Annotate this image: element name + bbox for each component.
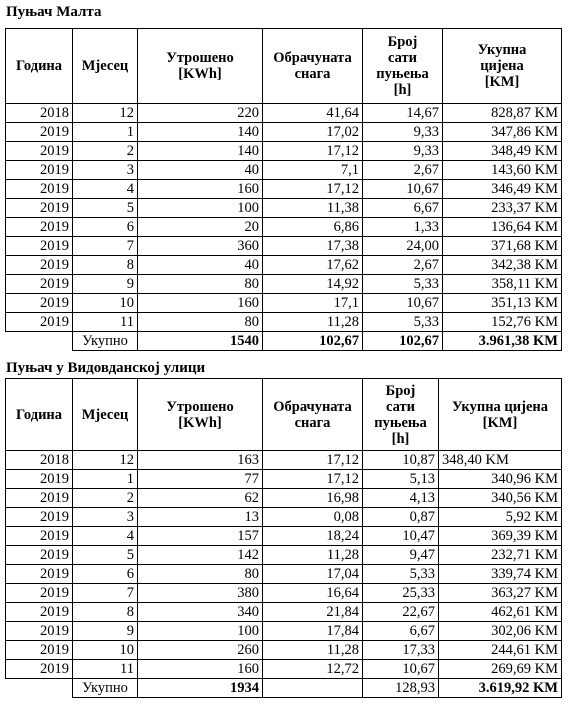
cell-year: 2019 <box>6 584 73 603</box>
table-row <box>6 294 562 313</box>
col-header-consumed: Утрошено [KWh] <box>138 379 263 451</box>
cell-month: 4 <box>73 527 138 546</box>
section1-header-row <box>6 29 562 104</box>
cell-power: 11,28 <box>263 313 363 332</box>
cell-year: 2019 <box>6 489 73 508</box>
cell-power: 17,12 <box>263 470 363 489</box>
col-header-price: Укупна цијена [KM] <box>443 29 562 104</box>
col-header-year: Година <box>6 379 73 451</box>
cell-price: 339,74 KM <box>439 565 562 584</box>
cell-year: 2019 <box>6 313 73 332</box>
col-header-hours: Број сати пуњења [h] <box>363 379 439 451</box>
cell-power: 17,12 <box>263 142 363 161</box>
table-row <box>6 508 562 527</box>
cell-price: 233,37 KM <box>443 199 562 218</box>
cell-year: 2019 <box>6 603 73 622</box>
cell-power: 17,1 <box>263 294 363 313</box>
cell-consumed: 360 <box>138 237 263 256</box>
cell-consumed: 220 <box>138 104 263 123</box>
cell-month: 1 <box>73 470 138 489</box>
cell-price: 143,60 KM <box>443 161 562 180</box>
cell-consumed: 80 <box>138 275 263 294</box>
cell-consumed: 20 <box>138 218 263 237</box>
cell-hours: 17,33 <box>363 641 439 660</box>
cell-price: 340,56 KM <box>439 489 562 508</box>
cell-price: 351,13 KM <box>443 294 562 313</box>
cell-year: 2019 <box>6 470 73 489</box>
cell-month: 6 <box>73 565 138 584</box>
total-power <box>263 679 363 698</box>
cell-power: 14,92 <box>263 275 363 294</box>
cell-hours: 9,33 <box>363 142 443 161</box>
cell-hours: 9,47 <box>363 546 439 565</box>
cell-month: 7 <box>73 237 138 256</box>
cell-year: 2019 <box>6 565 73 584</box>
table-row <box>6 470 562 489</box>
cell-power: 16,98 <box>263 489 363 508</box>
table-row <box>6 218 562 237</box>
cell-price: 369,39 KM <box>439 527 562 546</box>
cell-hours: 6,67 <box>363 622 439 641</box>
cell-hours: 5,33 <box>363 565 439 584</box>
cell-price: 828,87 KM <box>443 104 562 123</box>
total-consumed: 1934 <box>138 679 263 698</box>
cell-month: 6 <box>73 218 138 237</box>
table-row <box>6 313 562 332</box>
cell-month: 12 <box>73 451 138 470</box>
col-header-month: Мјесец <box>73 29 138 104</box>
cell-consumed: 260 <box>138 641 263 660</box>
cell-year: 2019 <box>6 660 73 679</box>
total-consumed: 1540 <box>138 332 263 351</box>
table-row <box>6 565 562 584</box>
cell-consumed: 160 <box>138 660 263 679</box>
cell-consumed: 40 <box>138 161 263 180</box>
cell-hours: 4,13 <box>363 489 439 508</box>
cell-year: 2018 <box>6 451 73 470</box>
cell-consumed: 80 <box>138 565 263 584</box>
total-blank-cell <box>6 679 73 698</box>
cell-power: 17,12 <box>263 451 363 470</box>
cell-month: 12 <box>73 104 138 123</box>
cell-hours: 1,33 <box>363 218 443 237</box>
cell-price: 340,96 KM <box>439 470 562 489</box>
cell-hours: 10,67 <box>363 294 443 313</box>
table-row <box>6 603 562 622</box>
cell-month: 10 <box>73 294 138 313</box>
cell-consumed: 157 <box>138 527 263 546</box>
cell-year: 2019 <box>6 546 73 565</box>
cell-price: 346,49 KM <box>443 180 562 199</box>
cell-power: 6,86 <box>263 218 363 237</box>
cell-month: 4 <box>73 180 138 199</box>
cell-year: 2019 <box>6 622 73 641</box>
cell-power: 0,08 <box>263 508 363 527</box>
cell-consumed: 163 <box>138 451 263 470</box>
cell-consumed: 77 <box>138 470 263 489</box>
cell-consumed: 13 <box>138 508 263 527</box>
cell-month: 5 <box>73 546 138 565</box>
cell-hours: 0,87 <box>363 508 439 527</box>
cell-month: 8 <box>73 256 138 275</box>
cell-hours: 2,67 <box>363 161 443 180</box>
table-row <box>6 546 562 565</box>
cell-consumed: 140 <box>138 142 263 161</box>
cell-month: 9 <box>73 275 138 294</box>
cell-price: 152,76 KM <box>443 313 562 332</box>
table-row <box>6 256 562 275</box>
cell-month: 2 <box>73 489 138 508</box>
cell-month: 9 <box>73 622 138 641</box>
cell-consumed: 380 <box>138 584 263 603</box>
cell-consumed: 142 <box>138 546 263 565</box>
cell-month: 7 <box>73 584 138 603</box>
table-row <box>6 451 562 470</box>
total-hours: 102,67 <box>363 332 443 351</box>
cell-price: 232,71 KM <box>439 546 562 565</box>
section1-title: Пуњач Малта <box>6 4 102 20</box>
cell-year: 2019 <box>6 256 73 275</box>
cell-price: 363,27 KM <box>439 584 562 603</box>
cell-power: 11,28 <box>263 546 363 565</box>
cell-month: 11 <box>73 313 138 332</box>
table-row <box>6 180 562 199</box>
total-price: 3.961,38 KM <box>443 332 562 351</box>
cell-year: 2019 <box>6 161 73 180</box>
cell-price: 269,69 KM <box>439 660 562 679</box>
cell-consumed: 160 <box>138 294 263 313</box>
section1-table <box>5 28 562 351</box>
cell-price: 348,40 KM <box>439 451 562 470</box>
total-blank-cell <box>6 332 73 351</box>
cell-year: 2019 <box>6 180 73 199</box>
cell-hours: 10,47 <box>363 527 439 546</box>
cell-year: 2019 <box>6 641 73 660</box>
cell-power: 41,64 <box>263 104 363 123</box>
cell-hours: 6,67 <box>363 199 443 218</box>
cell-month: 1 <box>73 123 138 142</box>
col-header-year: Година <box>6 29 73 104</box>
section2-total-row <box>6 679 562 698</box>
cell-power: 11,28 <box>263 641 363 660</box>
cell-consumed: 100 <box>138 622 263 641</box>
total-label: Укупно <box>73 679 138 698</box>
table-row <box>6 161 562 180</box>
section1-total-row <box>6 332 562 351</box>
cell-month: 3 <box>73 508 138 527</box>
cell-year: 2019 <box>6 218 73 237</box>
cell-hours: 5,33 <box>363 275 443 294</box>
cell-power: 12,72 <box>263 660 363 679</box>
cell-consumed: 160 <box>138 180 263 199</box>
cell-price: 302,06 KM <box>439 622 562 641</box>
cell-month: 10 <box>73 641 138 660</box>
cell-price: 342,38 KM <box>443 256 562 275</box>
table-row <box>6 527 562 546</box>
col-header-power: Обрачуната снага <box>263 29 363 104</box>
cell-year: 2019 <box>6 508 73 527</box>
cell-year: 2019 <box>6 294 73 313</box>
cell-hours: 5,33 <box>363 313 443 332</box>
cell-month: 11 <box>73 660 138 679</box>
cell-price: 347,86 KM <box>443 123 562 142</box>
cell-price: 462,61 KM <box>439 603 562 622</box>
cell-year: 2019 <box>6 123 73 142</box>
cell-hours: 5,13 <box>363 470 439 489</box>
section2-table <box>5 378 562 698</box>
cell-consumed: 40 <box>138 256 263 275</box>
col-header-price: Укупна цијена [KM] <box>439 379 562 451</box>
cell-year: 2018 <box>6 104 73 123</box>
cell-hours: 10,67 <box>363 660 439 679</box>
cell-hours: 2,67 <box>363 256 443 275</box>
cell-price: 244,61 KM <box>439 641 562 660</box>
total-power: 102,67 <box>263 332 363 351</box>
cell-hours: 22,67 <box>363 603 439 622</box>
cell-price: 136,64 KM <box>443 218 562 237</box>
total-label: Укупно <box>73 332 138 351</box>
cell-power: 17,38 <box>263 237 363 256</box>
cell-consumed: 80 <box>138 313 263 332</box>
cell-price: 348,49 KM <box>443 142 562 161</box>
cell-month: 2 <box>73 142 138 161</box>
cell-hours: 14,67 <box>363 104 443 123</box>
col-header-month: Мјесец <box>73 379 138 451</box>
cell-year: 2019 <box>6 199 73 218</box>
cell-hours: 10,87 <box>363 451 439 470</box>
cell-year: 2019 <box>6 527 73 546</box>
cell-power: 17,04 <box>263 565 363 584</box>
table-row <box>6 275 562 294</box>
cell-power: 17,12 <box>263 180 363 199</box>
cell-power: 17,62 <box>263 256 363 275</box>
cell-price: 358,11 KM <box>443 275 562 294</box>
cell-power: 16,64 <box>263 584 363 603</box>
cell-consumed: 100 <box>138 199 263 218</box>
cell-consumed: 62 <box>138 489 263 508</box>
table-row <box>6 622 562 641</box>
cell-power: 17,84 <box>263 622 363 641</box>
col-header-hours: Број сати пуњења [h] <box>363 29 443 104</box>
cell-price: 5,92 KM <box>439 508 562 527</box>
cell-power: 17,02 <box>263 123 363 142</box>
cell-consumed: 340 <box>138 603 263 622</box>
table-row <box>6 584 562 603</box>
total-price: 3.619,92 KM <box>439 679 562 698</box>
table-row <box>6 123 562 142</box>
cell-month: 8 <box>73 603 138 622</box>
col-header-consumed: Утрошено [KWh] <box>138 29 263 104</box>
cell-power: 7,1 <box>263 161 363 180</box>
col-header-power: Обрачуната снага <box>263 379 363 451</box>
cell-year: 2019 <box>6 237 73 256</box>
section2-header-row <box>6 379 562 451</box>
table-row <box>6 660 562 679</box>
table-row <box>6 104 562 123</box>
table-row <box>6 199 562 218</box>
total-hours: 128,93 <box>363 679 439 698</box>
cell-year: 2019 <box>6 275 73 294</box>
table-row <box>6 237 562 256</box>
cell-hours: 9,33 <box>363 123 443 142</box>
cell-month: 5 <box>73 199 138 218</box>
cell-consumed: 140 <box>138 123 263 142</box>
cell-price: 371,68 KM <box>443 237 562 256</box>
section2-title: Пуњач у Видовданској улици <box>6 360 206 376</box>
table-row <box>6 489 562 508</box>
cell-year: 2019 <box>6 142 73 161</box>
cell-month: 3 <box>73 161 138 180</box>
cell-power: 21,84 <box>263 603 363 622</box>
cell-hours: 25,33 <box>363 584 439 603</box>
table-row <box>6 142 562 161</box>
cell-power: 18,24 <box>263 527 363 546</box>
cell-hours: 10,67 <box>363 180 443 199</box>
cell-power: 11,38 <box>263 199 363 218</box>
table-row <box>6 641 562 660</box>
cell-hours: 24,00 <box>363 237 443 256</box>
